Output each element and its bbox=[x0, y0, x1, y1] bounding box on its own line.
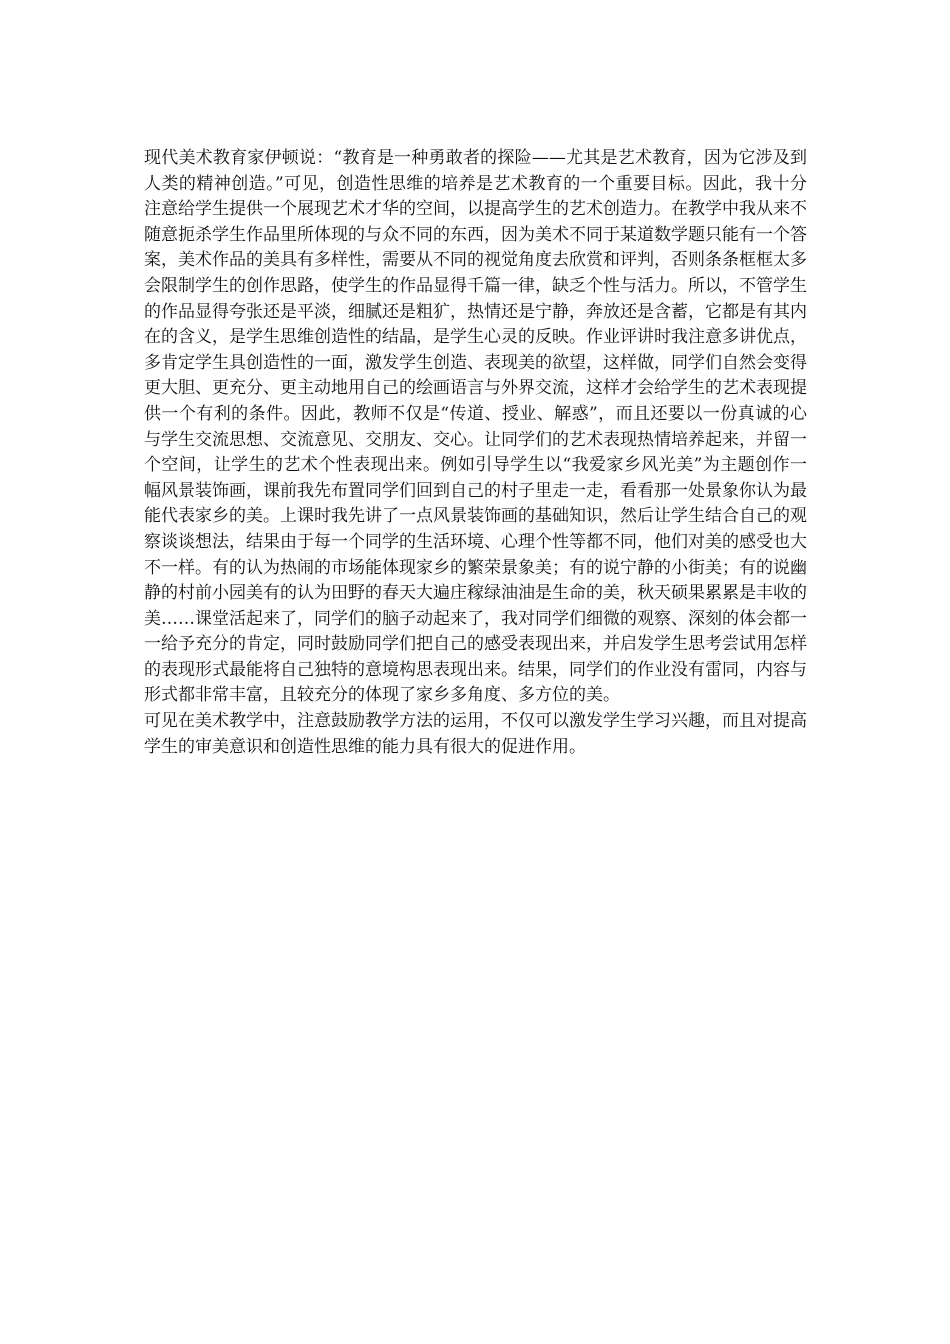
document-body bbox=[144, 146, 807, 760]
paragraph-2: 可见在美术教学中，注意鼓励教学方法的运用，不仅可以激发学生学习兴趣，而且对提高学生的审美意识和创造性思维的能力具有很大的促进作用。 bbox=[144, 711, 807, 757]
paragraph-1: 现代美术教育家伊顿说：“教育是一种勇敢者的探险——尤其是艺术教育，因为它涉及到人类的精神创造。”可见，创造性思维的培养是艺术教育的一个重要目标。因此，我十分注意给学生提供一个展现艺术才华的空间，以提高学生的艺术创造力。在教学中我从来不随意扼杀学生作品里所体现的与众不同的东西，因为美术不同于某道数学题只能有一个答案，美术作品的美具有多样性，需要从不同的视觉角度去欣赏和评判，否则条条框框太多会限制学生的创作思路，使学生的作品显得千篇一律，缺乏个性与活力。所以，不管学生的作品显得夸张还是平淡，细腻还是粗犷，热情还是宁静，奔放还是含蓄，它都是有其内在的含义，是学生思维创造性的结晶，是学生心灵的反映。作业评讲时我注意多讲优点，多肯定学生具创造性的一面，激发学生创造、表现美的欲望，这样做，同学们自然会变得更大胆、更充分、更主动地用自己的绘画语言与外界交流，这样才会给学生的艺术表现提供一个有利的条件。因此，教师不仅是“传道、授业、解惑”，而且还要以一份真诚的心与学生交流思想、交流意见、交朋友、交心。让同学们的艺术表现热情培养起来，并留一个空间，让学生的艺术个性表现出来。例如引导学生以“我爱家乡风光美”为主题创作一幅风景装饰画，课前我先布置同学们回到自己的村子里走一走，看看那一处景象你认为最能代表家乡的美。上课时我先讲了一点风景装饰画的基础知识，然后让学生结合自己的观察谈谈想法，结果由于每一个同学的生活环境、心理个性等都不同，他们对美的感受也大不一样。有的认为热闹的市场能体现家乡的繁荣景象美；有的说宁静的小街美；有的说幽静的村前小园美有的认为田野的春天大遍庄稼绿油油是生命的美，秋天硕果累累是丰收的美……课堂活起来了，同学们的脑子动起来了，我对同学们细微的观察、深刻的体会都一一给予充分的肯定，同时鼓励同学们把自己的感受表现出来，并启发学生思考尝试用怎样的表现形式最能将自己独特的意境构思表现出来。结果，同学们的作业没有雷同，内容与形式都非常丰富，且较充分的体现了家乡多角度、多方位的美。 bbox=[144, 148, 807, 706]
